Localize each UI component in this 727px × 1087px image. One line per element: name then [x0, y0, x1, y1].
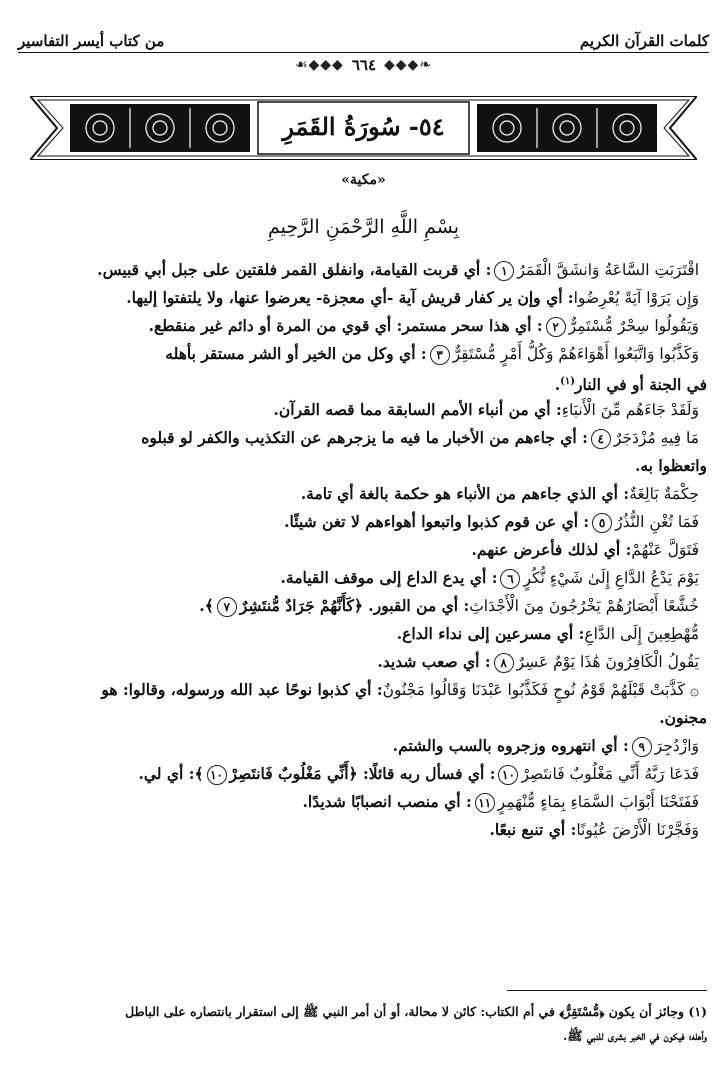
explanation: : أي جاءهم من الأخبار ما فيه ما يزجرهم عن التكذيب والكفر لو قبلوه: [141, 428, 588, 447]
quran-phrase: خُشَّعًا أَبْصَارُهُمْ يَخْرُجُونَ مِنَ الْأَجْدَاثِ: [469, 597, 699, 615]
glossary-line: [17, 760, 707, 788]
glossary-line: [17, 816, 707, 844]
glossary-line: [17, 788, 707, 816]
verse-number-icon: ٦: [500, 569, 520, 589]
quran-phrase: فَفَتَحْنَا أَبْوَابَ السَّمَاءِ بِمَاءٍ مُّنْهَمِرٍ: [497, 793, 699, 811]
quran-phrase: يَقُولُ الْكَافِرُونَ هَٰذَا يَوْمٌ عَسِرٌ: [516, 653, 699, 671]
flourish-icon: ◆◆◆☙: [294, 57, 344, 73]
explanation: : أي لذلك فأعرض عنهم.: [471, 540, 632, 559]
glossary-line: [17, 368, 707, 396]
footnote-line: وأهله؛ فيكون في الخبر بشرى للنبي ﷺ.: [563, 1028, 707, 1043]
glossary-line: [17, 424, 707, 452]
explanation: : أي من القبور. ﴿كَأَنَّهُمْ جَرَادٌ مُّنتَشِرٌ: [239, 596, 470, 615]
explanation-tail: ﴾: أي لي.: [138, 764, 204, 783]
quran-phrase: وَلَقَدْ جَاءَهُم مِّنَ الْأَنبَاءِ: [561, 401, 699, 419]
footnote-ref[interactable]: (١): [560, 376, 576, 387]
book-title: كلمات القرآن الكريم: [579, 32, 709, 50]
explanation: : أي الذي جاءهم من الأنباء هو حكمة بالغة أي تامة.: [300, 484, 630, 503]
quran-phrase: ۞ كَذَّبَتْ قَبْلَهُمْ قَوْمُ نُوحٍ فَكَذَّبُوا عَبْدَنَا وَقَالُوا مَجْنُونٌ: [382, 681, 699, 699]
glossary-line: [17, 340, 707, 368]
explanation: : أي قربت القيامة، وانفلق القمر فلقتين على جبل أبي قبيس.: [97, 260, 492, 279]
explanation: : أي يدع الداع إلى موقف القيامة.: [280, 568, 498, 587]
quran-phrase: يَوْمَ يَدْعُ الدَّاعِ إِلَىٰ شَيْءٍ نُّكُرٍ: [523, 569, 699, 587]
glossary-line: [17, 508, 707, 536]
verse-number-icon: ٩: [632, 737, 652, 757]
glossary-line: [17, 256, 707, 284]
explanation: : أي مسرعين إلى نداء الداع.: [396, 624, 585, 643]
quran-phrase: حِكْمَةٌ بَالِغَةٌ: [629, 485, 699, 503]
page-number-row: [0, 54, 727, 76]
header-rule: [18, 52, 709, 53]
glossary-line: [17, 732, 707, 760]
quran-phrase: مَا فِيهِ مُزْدَجَرٌ: [613, 429, 699, 447]
verse-number-icon: ٨: [494, 653, 514, 673]
footnote: [17, 1000, 707, 1048]
verse-number-icon: ١٠: [498, 765, 518, 785]
verse-number-icon: ٤: [591, 429, 611, 449]
quran-phrase: وَكَذَّبُوا وَاتَّبَعُوا أَهْوَاءَهُمْ وَكُلُّ أَمْرٍ مُّسْتَقِرٌّ: [452, 345, 699, 363]
quran-phrase: فَمَا تُغْنِ النُّذُرُ: [615, 513, 699, 531]
explanation: : أي وكل من الخير أو الشر مستقر بأهله: [165, 344, 427, 363]
explanation: في الجنة أو في النار: [575, 375, 707, 395]
quran-phrase: وَازْدُجِرَ: [654, 737, 699, 755]
glossary-line: [17, 648, 707, 676]
verse-number-icon: ٢: [546, 317, 566, 337]
quran-phrase: وَفَجَّرْنَا الْأَرْضَ عُيُونًا: [576, 821, 699, 839]
glossary-line: [17, 452, 707, 480]
source-title: من كتاب أيسر التفاسير: [18, 32, 165, 50]
quran-phrase: وَإِن يَرَوْا آيَةً يُعْرِضُوا: [573, 289, 699, 307]
glossary-line: [17, 592, 707, 620]
explanation-tail: ﴾.: [199, 596, 214, 615]
explanation: : أي منصب انصبابًا شديدًا.: [302, 792, 472, 811]
glossary-line: [17, 564, 707, 592]
explanation-tail: .: [554, 375, 561, 395]
quran-phrase: اقْتَرَبَتِ السَّاعَةُ وَانشَقَّ الْقَمَرُ: [517, 261, 699, 279]
surah-banner: [30, 96, 697, 160]
footnote-line: (١) وجائز أن يكون ﴿مُّسْتَقِرٌّ﴾ في أم الكتاب: كائن لا محالة، أو أن أمر النبي ﷺ إلى استقرار بانتصاره على الباطل: [125, 1004, 707, 1019]
glossary-line: [17, 704, 707, 732]
explanation: : أي وإن ير كفار قريش آية -أي معجزة- يعرضوا عنها، ولا يلتفتوا إليها.: [126, 288, 574, 307]
quran-phrase: مُّهْطِعِينَ إِلَى الدَّاعِ: [584, 625, 699, 643]
explanation: : أي هذا سحر مستمر: أي قوي من المرة أو دائم غير منقطع.: [148, 316, 543, 335]
verse-number-icon: ٧: [217, 597, 237, 617]
verse-number-icon: ٥: [592, 513, 612, 533]
glossary-line: [17, 312, 707, 340]
explanation: : أي فسأل ربه قائلًا: ﴿أَنِّي مَغْلُوبٌ فَانتَصِرْ: [229, 764, 496, 783]
glossary-line: [17, 620, 707, 648]
explanation: : أي انتهروه وزجروه بالسب والشتم.: [392, 736, 629, 755]
footnote-rule: [507, 990, 707, 991]
verse-number-icon: ١٠: [207, 765, 227, 785]
surah-type: «مكية»: [341, 172, 386, 188]
glossary-line: [17, 284, 707, 312]
explanation: : أي من أنباء الأمم السابقة مما قصه القرآن.: [273, 400, 562, 419]
glossary-line: [17, 396, 707, 424]
verse-number-icon: ١١: [475, 793, 495, 813]
running-header: [18, 30, 709, 52]
explanation: واتعظوا به.: [634, 456, 707, 475]
page-number: ٦٦٤: [351, 56, 376, 74]
glossary-line: [17, 480, 707, 508]
quran-phrase: فَدَعَا رَبَّهُ أَنِّي مَغْلُوبٌ فَانتَصِرْ: [521, 765, 699, 783]
quran-phrase: فَتَوَلَّ عَنْهُمْ: [631, 541, 699, 559]
surah-title: ٥٤- سُورَةُ القَمَرِ: [282, 112, 445, 141]
glossary-body: [17, 256, 707, 844]
basmala: بِسْمِ اللَّهِ الرَّحْمَنِ الرَّحِيمِ: [268, 216, 459, 238]
verse-number-icon: ١: [494, 261, 514, 281]
explanation: : أي كذبوا نوحًا عبد الله ورسوله، وقالوا: هو: [101, 680, 383, 699]
explanation: : أي صعب شديد.: [377, 652, 491, 671]
glossary-line: [17, 536, 707, 564]
verse-number-icon: ٣: [430, 345, 450, 365]
explanation: : أي عن قوم كذبوا واتبعوا أهواءهم لا تغن شيئًا.: [284, 512, 590, 531]
quran-phrase: وَيَقُولُوا سِحْرٌ مُّسْتَمِرٌّ: [568, 317, 699, 335]
explanation: : أي تنبع نبعًا.: [489, 820, 577, 839]
explanation: مجنون.: [659, 708, 707, 727]
flourish-icon: ❧◆◆◆: [384, 57, 433, 73]
glossary-line: [17, 676, 707, 704]
